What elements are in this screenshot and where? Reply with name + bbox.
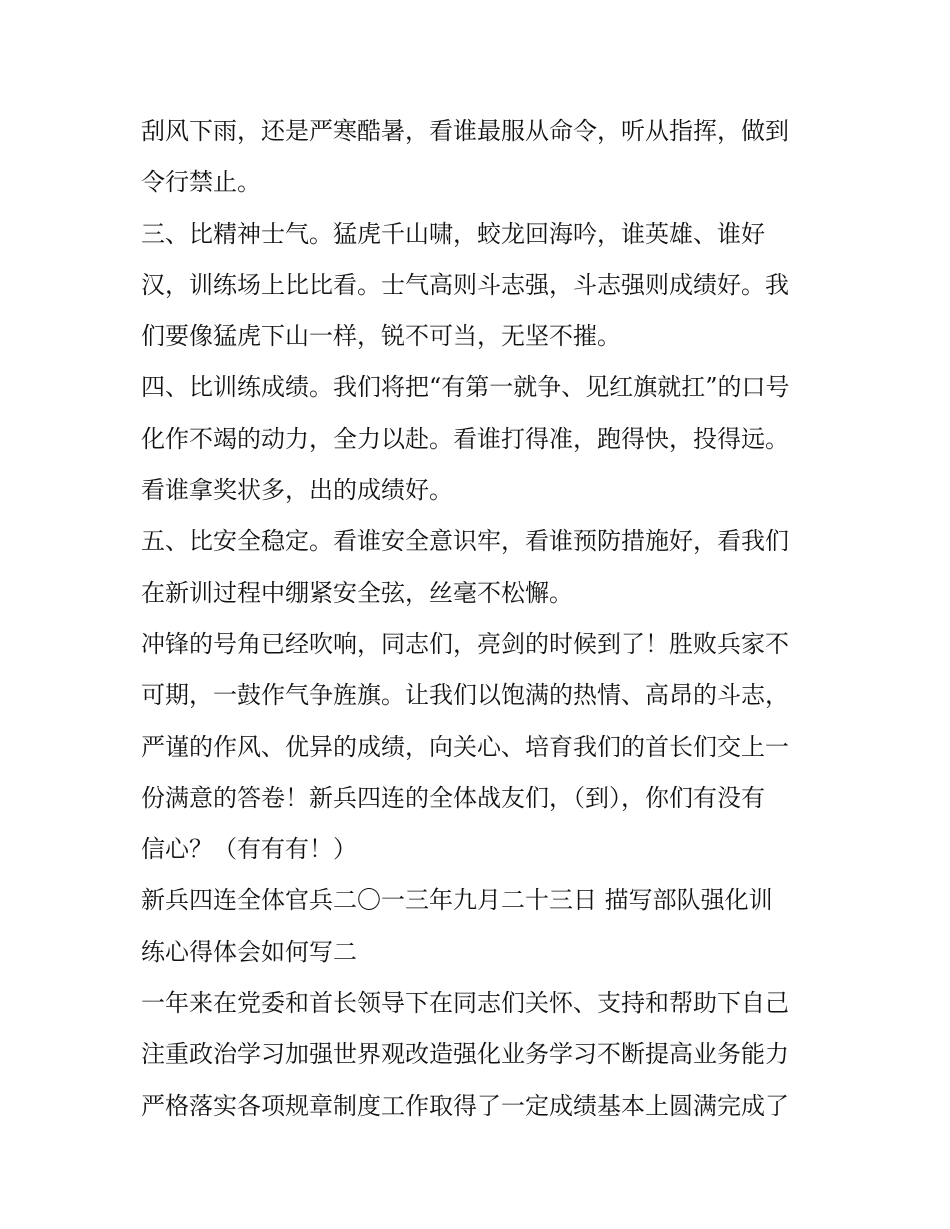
text-line: 汉，训练场上比比看。士气高则斗志强，斗志强则成绩好。我	[141, 270, 789, 299]
text-line: 冲锋的号角已经吹响，同志们，亮剑的时候到了！胜败兵家不	[141, 629, 789, 658]
text-line: 在新训过程中绷紧安全弦，丝毫不松懈。	[141, 578, 573, 607]
text-line: 五、比安全稳定。看谁安全意识牢，看谁预防措施好，看我们	[141, 527, 789, 556]
text-line: 严格落实各项规章制度工作取得了一定成绩基本上圆满完成了	[141, 1091, 789, 1120]
text-line: 份满意的答卷！新兵四连的全体战友们，（到），你们有没有	[141, 783, 765, 812]
text-line: 四、比训练成绩。我们将把“有第一就争、见红旗就扛”的口号	[141, 373, 790, 402]
text-line: 刮风下雨，还是严寒酷暑，看谁最服从命令，听从指挥，做到	[141, 117, 789, 145]
text-line: 严谨的作风、优异的成绩，向关心、培育我们的首长们交上一	[141, 732, 789, 761]
text-line: 注重政治学习加强世界观改造强化业务学习不断提高业务能力	[141, 1040, 789, 1069]
text-line: 信心？（有有有！）	[141, 835, 357, 864]
text-line: 一年来在党委和首长领导下在同志们关怀、支持和帮助下自己	[141, 989, 789, 1018]
text-line: 化作不竭的动力，全力以赴。看谁打得准，跑得快，投得远。	[141, 424, 789, 453]
text-line: 可期，一鼓作气争旌旗。让我们以饱满的热情、高昂的斗志，	[141, 681, 789, 710]
text-line: 新兵四连全体官兵二〇一三年九月二十三日 描写部队强化训	[141, 886, 773, 915]
text-line: 令行禁止。	[141, 168, 261, 197]
body-text	[141, 106, 821, 1132]
text-line: 练心得体会如何写二	[141, 937, 357, 966]
text-line: 三、比精神士气。猛虎千山啸，蛟龙回海吟，谁英雄、谁好	[141, 219, 765, 248]
text-line: 看谁拿奖状多，出的成绩好。	[141, 476, 453, 505]
text-line: 们要像猛虎下山一样，锐不可当，无坚不摧。	[141, 322, 621, 351]
